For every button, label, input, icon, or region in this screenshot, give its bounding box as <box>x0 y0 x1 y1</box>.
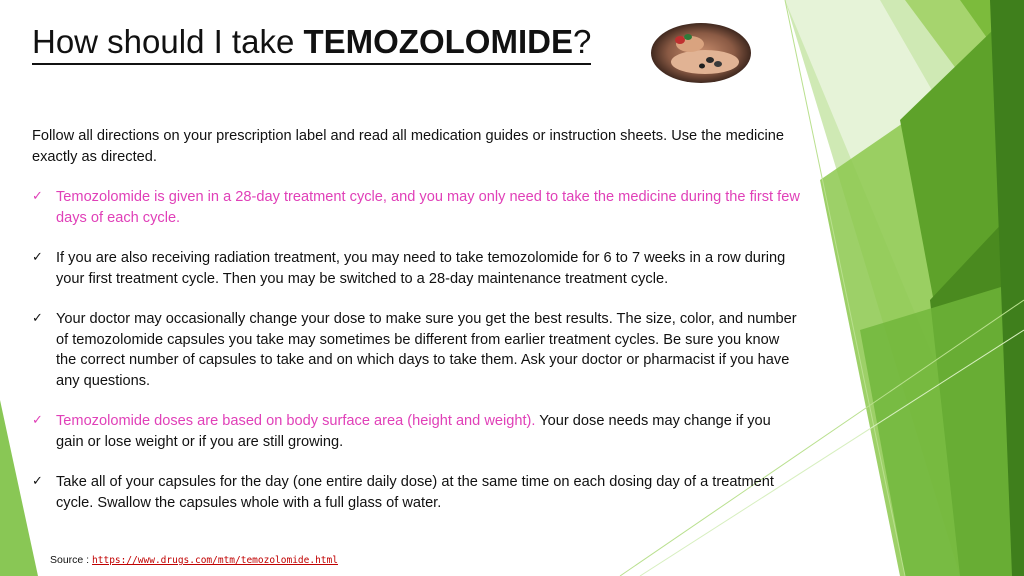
bullet-item <box>32 248 802 289</box>
title-drug-name: TEMOZOLOMIDE <box>303 23 573 60</box>
checkmark-icon: ✓ <box>32 250 43 265</box>
title-suffix: ? <box>572 23 592 60</box>
bullet-item <box>32 309 802 391</box>
bullet-item <box>32 472 802 513</box>
bullet-list <box>32 187 802 513</box>
source-link[interactable]: https://www.drugs.com/mtm/temozolomide.html <box>92 555 338 566</box>
bullet-item <box>32 411 802 452</box>
bullet-highlight-text: Temozolomide doses are based on body surface area (height and weight). <box>56 413 536 429</box>
bullet-highlight-text: Temozolomide is given in a 28-day treatment cycle, and you may only need to take the medicine during the first few days of each cycle. <box>56 189 800 226</box>
intro-paragraph: Follow all directions on your prescription label and read all medication guides or instruction sheets. Use the medicine exactly as directed. <box>32 128 784 165</box>
main-content <box>32 126 802 533</box>
checkmark-icon: ✓ <box>32 189 43 204</box>
checkmark-icon: ✓ <box>32 413 43 428</box>
hand-with-pills-photo <box>650 22 752 84</box>
checkmark-icon: ✓ <box>32 474 43 489</box>
bullet-text: If you are also receiving radiation treatment, you may need to take temozolomide for 6 to 7 weeks in a row during your first treatment cycle. Then you may be switched to a 28-day maintenance treatment cycle. <box>56 250 786 287</box>
bullet-text: Your dose needs may change if you gain or lose weight or if you are still growing. <box>56 413 771 450</box>
source-label: Source : <box>50 554 93 566</box>
page-title <box>32 22 591 65</box>
checkmark-icon: ✓ <box>32 311 43 326</box>
source-citation <box>50 554 338 566</box>
bullet-text: Take all of your capsules for the day (one entire daily dose) at the same time on each dosing day of a treatment cycle. Swallow the capsules whole with a full glass of water. <box>56 474 774 511</box>
bullet-text: Your doctor may occasionally change your dose to make sure you get the best results. The size, color, and number of temozolomide capsules you take may sometimes be different from earlier treatment cycles. Be sure you know the correct number of capsules to take and on which days to take them. Ask your doctor or pharmacist if you have any questions. <box>56 311 797 389</box>
title-prefix: How should I take <box>32 23 304 60</box>
bullet-item <box>32 187 802 228</box>
